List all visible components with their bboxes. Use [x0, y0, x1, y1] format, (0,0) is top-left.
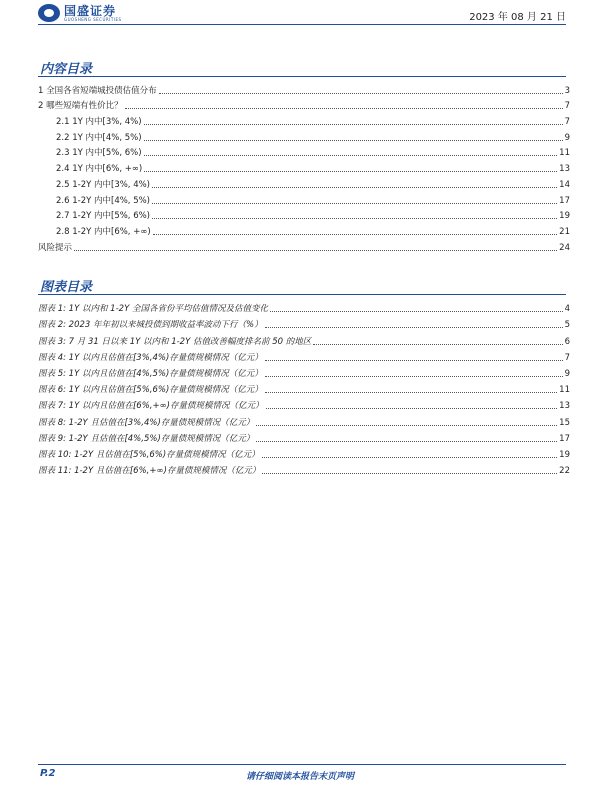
figure-item-label: 图表 9: 1-2Y 且估值在[4%,5%)存量债规模情况（亿元） [38, 433, 255, 444]
leader-dots [265, 360, 563, 361]
toc-item[interactable] [38, 111, 570, 127]
leader-dots [262, 473, 557, 474]
toc-item-label: 2.2 1Y 内中[4%, 5%) [56, 132, 142, 143]
figures-title-divider [38, 294, 566, 295]
toc-item[interactable] [38, 143, 570, 159]
toc-item-label: 风险提示 [38, 242, 73, 253]
toc-item-label: 2.3 1Y 内中[5%, 6%) [56, 148, 142, 159]
figure-item-label: 图表 5: 1Y 以内且估值在[4%,5%)存量债规模情况（亿元） [38, 368, 263, 379]
leader-dots [265, 327, 563, 328]
page-header [0, 0, 600, 28]
toc-item-label: 1 全国各省短端城投债估值分布 [38, 85, 157, 96]
figure-item-label: 图表 3: 7 月 31 日以来 1Y 以内和 1-2Y 估值改善幅度排名前 50 的地区 [38, 336, 312, 347]
leader-dots [159, 93, 563, 94]
figure-item[interactable] [38, 460, 570, 476]
leader-dots [262, 457, 558, 458]
figure-item[interactable] [38, 428, 570, 444]
leader-dots [313, 344, 562, 345]
figure-item[interactable] [38, 395, 570, 411]
figure-item-page: 13 [559, 401, 570, 412]
toc-item-page: 24 [559, 242, 570, 253]
figure-item-page: 11 [559, 385, 570, 396]
figure-item[interactable] [38, 444, 570, 460]
toc-title: 内容目录 [40, 62, 93, 77]
leader-dots [144, 155, 558, 156]
toc-item-label: 2.4 1Y 内中[6%, +∞) [56, 164, 143, 175]
leader-dots [152, 218, 557, 219]
toc-item[interactable] [38, 158, 570, 174]
toc-item-label: 2.8 1-2Y 内中[6%, +∞) [56, 226, 151, 237]
figures-title: 图表目录 [40, 280, 93, 295]
figure-item-page: 7 [564, 352, 570, 363]
leader-dots [152, 203, 557, 204]
leader-dots [74, 250, 557, 251]
header-divider [38, 24, 566, 25]
footer-disclaimer: 请仔细阅读本报告末页声明 [245, 772, 354, 782]
toc-item-label: 2.5 1-2Y 内中[3%, 4%) [56, 179, 151, 190]
figure-item[interactable] [38, 347, 570, 363]
leader-dots [256, 441, 557, 442]
toc-item-page: 13 [559, 164, 570, 175]
figure-item-label: 图表 2: 2023 年年初以来城投债到期收益率波动下行（%） [38, 320, 263, 331]
toc-item-label: 2.6 1-2Y 内中[4%, 5%) [56, 195, 151, 206]
toc-item[interactable] [38, 127, 570, 143]
figure-item[interactable] [38, 363, 570, 379]
leader-dots [256, 425, 557, 426]
toc-item-page: 7 [564, 117, 570, 128]
figure-item-page: 17 [559, 433, 570, 444]
toc-item-label: 2 哪些短端有性价比？ [38, 101, 123, 112]
toc-item[interactable] [38, 221, 570, 237]
figure-item-label: 图表 1: 1Y 以内和 1-2Y 全国各省份平均估值情况及估值变化 [38, 304, 268, 315]
leader-dots [270, 311, 563, 312]
figure-item-page: 19 [559, 449, 570, 460]
leader-dots [144, 124, 563, 125]
toc-title-divider [38, 76, 566, 77]
figure-item-page: 6 [564, 336, 570, 347]
logo-subtext: GUOSHENG SECURITIES [64, 16, 122, 22]
figure-item-label: 图表 7: 1Y 以内且估值在[6%,+∞)存量债规模情况（亿元） [38, 401, 264, 412]
toc-item[interactable] [38, 174, 570, 190]
figure-item[interactable] [38, 379, 570, 395]
figure-item-page: 15 [559, 417, 570, 428]
leader-dots [265, 376, 563, 377]
figure-item-label: 图表 10: 1-2Y 且估值在[5%,6%)存量债规模情况（亿元） [38, 449, 260, 460]
leader-dots [125, 108, 563, 109]
toc-item-label: 2.1 1Y 内中[3%, 4%) [56, 117, 142, 128]
toc-item-page: 3 [564, 85, 570, 96]
figure-item[interactable] [38, 330, 570, 346]
toc-item-page: 11 [559, 148, 570, 159]
figure-item-label: 图表 6: 1Y 以内且估值在[5%,6%)存量债规模情况（亿元） [38, 385, 263, 396]
toc-item-page: 19 [559, 211, 570, 222]
figure-item[interactable] [38, 298, 570, 314]
figure-item-page: 4 [564, 304, 570, 315]
figure-item-page: 9 [564, 368, 570, 379]
leader-dots [144, 171, 557, 172]
toc-item[interactable] [38, 80, 570, 96]
leader-dots [152, 187, 557, 188]
toc-item[interactable] [38, 96, 570, 112]
logo-text: 国盛证券 [64, 3, 117, 18]
toc-item[interactable] [38, 190, 570, 206]
toc-item-page: 7 [564, 101, 570, 112]
leader-dots [153, 234, 557, 235]
figure-item-label: 图表 8: 1-2Y 且估值在[3%,4%)存量债规模情况（亿元） [38, 417, 255, 428]
toc-item-page: 21 [559, 226, 570, 237]
report-date: 2023 年 08 月 21 日 [469, 12, 566, 23]
toc-item-page: 14 [559, 179, 570, 190]
toc-item-label: 2.7 1-2Y 内中[5%, 6%) [56, 211, 151, 222]
figure-item-label: 图表 11: 1-2Y 且估值在[6%,+∞)存量债规模情况（亿元） [38, 466, 261, 477]
toc-item-page: 9 [564, 132, 570, 143]
toc-item-page: 17 [559, 195, 570, 206]
page-number: P.2 [40, 768, 56, 779]
leader-dots [266, 408, 558, 409]
figure-item[interactable] [38, 314, 570, 330]
toc-list [38, 80, 570, 253]
logo-icon [38, 4, 60, 22]
figures-list [38, 298, 570, 476]
company-logo [38, 4, 122, 22]
figure-item-page: 5 [564, 320, 570, 331]
figure-item-label: 图表 4: 1Y 以内且估值在[3%,4%)存量债规模情况（亿元） [38, 352, 263, 363]
figure-item[interactable] [38, 411, 570, 427]
toc-item[interactable] [38, 206, 570, 222]
toc-item[interactable] [38, 237, 570, 253]
leader-dots [265, 392, 557, 393]
footer-divider [38, 764, 566, 765]
leader-dots [144, 140, 563, 141]
figure-item-page: 22 [559, 466, 570, 477]
